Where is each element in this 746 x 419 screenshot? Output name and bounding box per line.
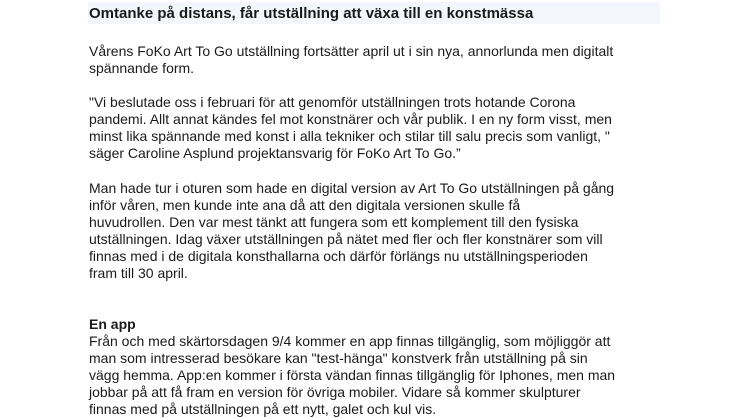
section-paragraph: Från och med skärtorsdagen 9/4 kommer en app finnas tillgänglig, som möjliggör att man som intresserad besökare kan "test-hänga" konstverk från utställning på sin vägg hemma. App:en kommer i första vändan finnas tillgänglig för Iphones, men man jobbar på att få fram en version för övriga mobiler. Vidare så kommer skulpturer finnas med på utställningen på ett nytt, galet och kul vis. <box>89 333 616 417</box>
quote-paragraph: "Vi beslutade oss i februari för att genomför utställningen trots hotande Corona pandemi. Allt annat kändes fel mot konstnärer och vår publik. I en ny form visst, men minst lika spännande med konst i alla tekniker och stilar till salu precis som vanligt, " säger Caroline Asplund projektansvarig för FoKo Art To Go.” <box>89 94 612 161</box>
intro-paragraph: Vårens FoKo Art To Go utställning fortsätter april ut i sin nya, annorlunda men digitalt spännande form. <box>89 43 614 76</box>
section-heading: En app <box>89 316 136 332</box>
article-title: Omtanke på distans, får utställning att växa till en konstmässa <box>89 5 534 22</box>
body-paragraph: Man hade tur i oturen som hade en digital version av Art To Go utställningen på gång inför våren, men kunde inte ana då att den digitala versionen skulle få huvudrollen. Den var mest tänkt att fungera som ett komplement till den fysiska utställningen. Idag växer utställningen på nätet med fler och fler konstnärer som vill finnas med i de digitala konsthallarna och därför förlängs nu utställningsperioden fram till 30 april. <box>89 180 615 281</box>
